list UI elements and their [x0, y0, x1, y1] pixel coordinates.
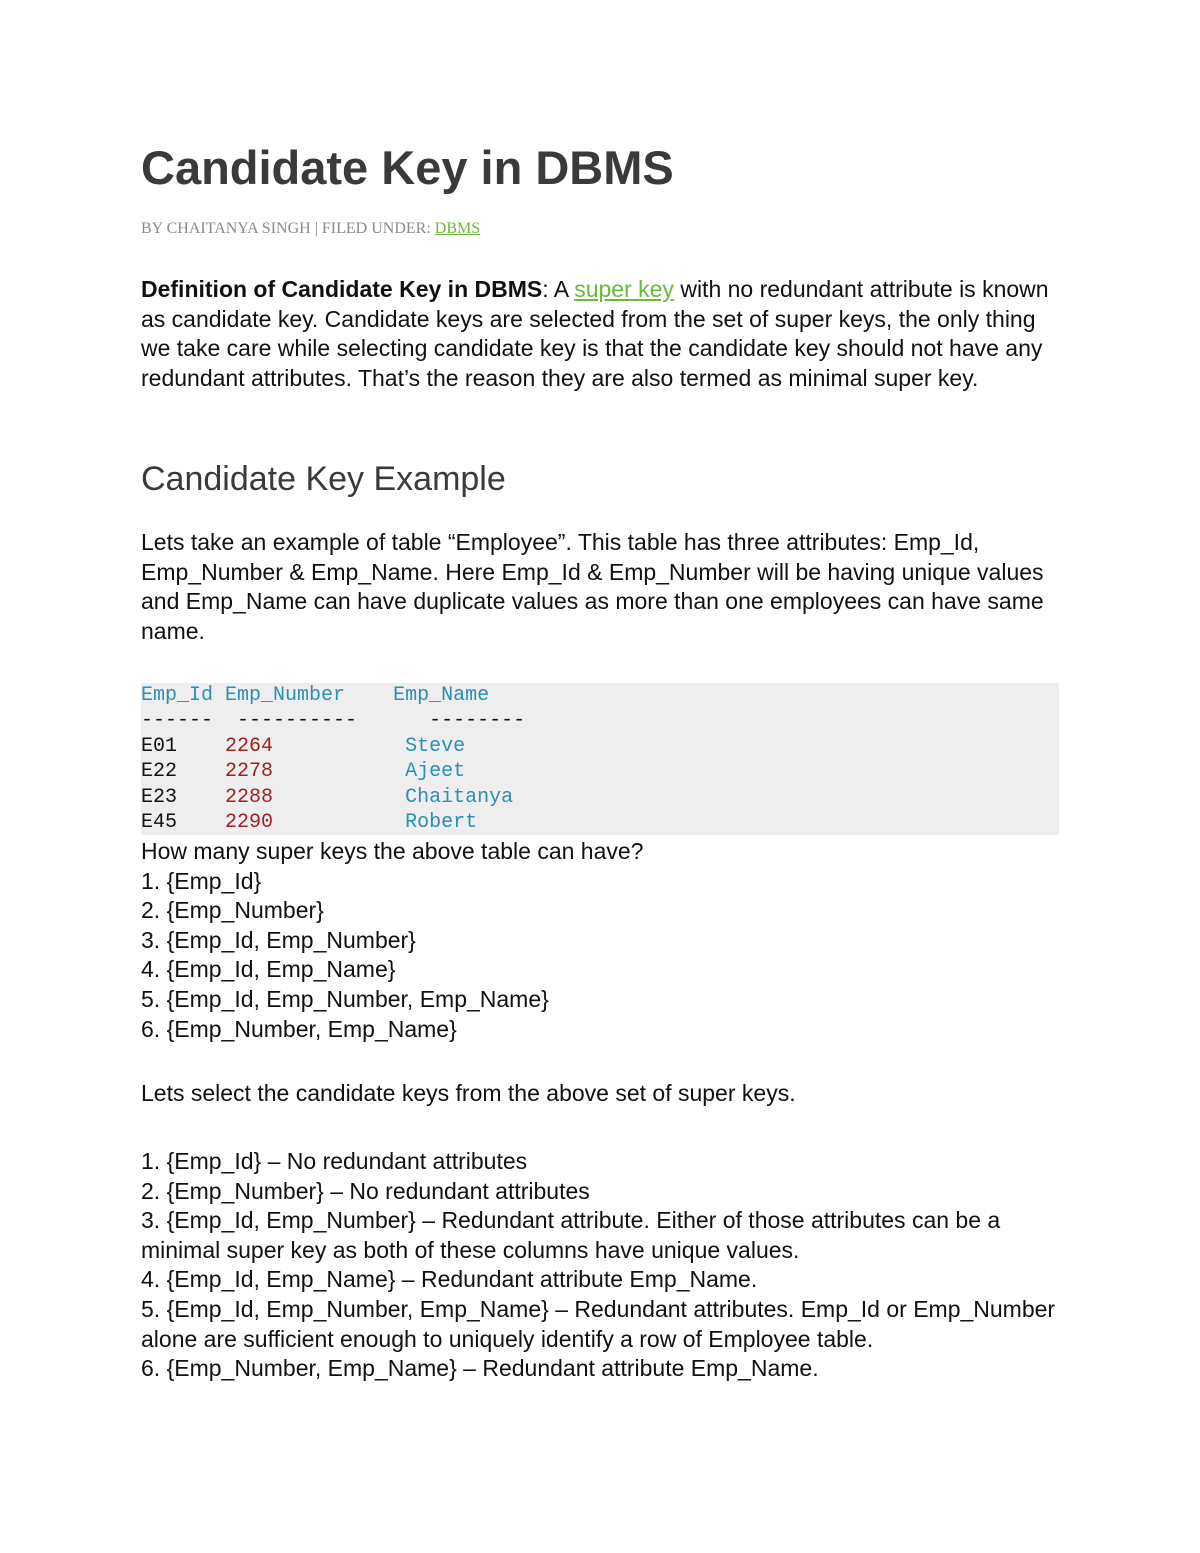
employee-table: [141, 683, 525, 835]
list-item: 1. {Emp_Id} – No redundant attributes: [141, 1148, 528, 1174]
example-intro: Lets take an example of table “Employee”. This table has three attributes: Emp_Id, Emp_Number & Emp_Name. Here Emp_Id & Emp_Number will be having unique values and Emp_Name can have duplicate values as more than one employees can have same name.: [141, 529, 1044, 644]
list-item: 6. {Emp_Number, Emp_Name}: [141, 1015, 457, 1042]
example-heading: Candidate Key Example: [141, 460, 506, 498]
list-item: 1. {Emp_Id}: [141, 867, 262, 894]
super-keys-question: How many super keys the above table can have?: [141, 838, 644, 864]
byline-author: BY CHAITANYA SINGH | FILED UNDER:: [141, 220, 435, 237]
list-item: 2. {Emp_Number} – No redundant attributes: [141, 1177, 590, 1204]
list-item: 3. {Emp_Id, Emp_Number} – Redundant attribute. Either of those attributes can be a minimal super key as both of these columns have unique values.: [141, 1207, 1001, 1263]
super-keys-list: [141, 837, 1056, 1044]
definition-label: Definition of Candidate Key in DBMS: [141, 276, 543, 302]
list-item: 5. {Emp_Id, Emp_Number, Emp_Name}: [141, 985, 549, 1012]
select-intro: Lets select the candidate keys from the above set of super keys.: [141, 1080, 796, 1106]
super-key-link[interactable]: super key: [574, 276, 674, 302]
table-row: E01 2264 Steve: [141, 734, 466, 758]
table-row: E45 2290 Robert: [141, 811, 478, 835]
table-header: Emp_Id Emp_Number Emp_Name: [141, 684, 490, 707]
byline: [141, 220, 480, 238]
definition-text: with no redundant attribute is known as candidate key. Candidate keys are selected from the set of super keys, the only thing we take care while selecting candidate key is that the candidate key should not have any redundant attributes. That’s the reason they are also termed as minimal super key.: [141, 276, 1049, 391]
list-item: 4. {Emp_Id, Emp_Name}: [141, 956, 396, 983]
list-item: 6. {Emp_Number, Emp_Name} – Redundant attribute Emp_Name.: [141, 1355, 819, 1382]
list-item: 4. {Emp_Id, Emp_Name} – Redundant attribute Emp_Name.: [141, 1266, 758, 1293]
list-item: 2. {Emp_Number}: [141, 897, 324, 924]
category-link[interactable]: DBMS: [434, 220, 481, 237]
definition-paragraph: [141, 275, 1056, 393]
definition-connector: : A: [542, 276, 575, 302]
page-title: Candidate Key in DBMS: [141, 141, 674, 194]
table-row: E22 2278 Ajeet: [141, 760, 466, 784]
table-row: E23 2288 Chaitanya: [141, 785, 514, 809]
list-item: 5. {Emp_Id, Emp_Number, Emp_Name} – Redundant attributes. Emp_Id or Emp_Number alone are sufficient enough to uniquely identify a row of Employee table.: [141, 1295, 1056, 1352]
table-divider: ------ ---------- --------: [141, 709, 526, 733]
candidate-analysis-list: [141, 1147, 1056, 1384]
list-item: 3. {Emp_Id, Emp_Number}: [141, 926, 416, 953]
